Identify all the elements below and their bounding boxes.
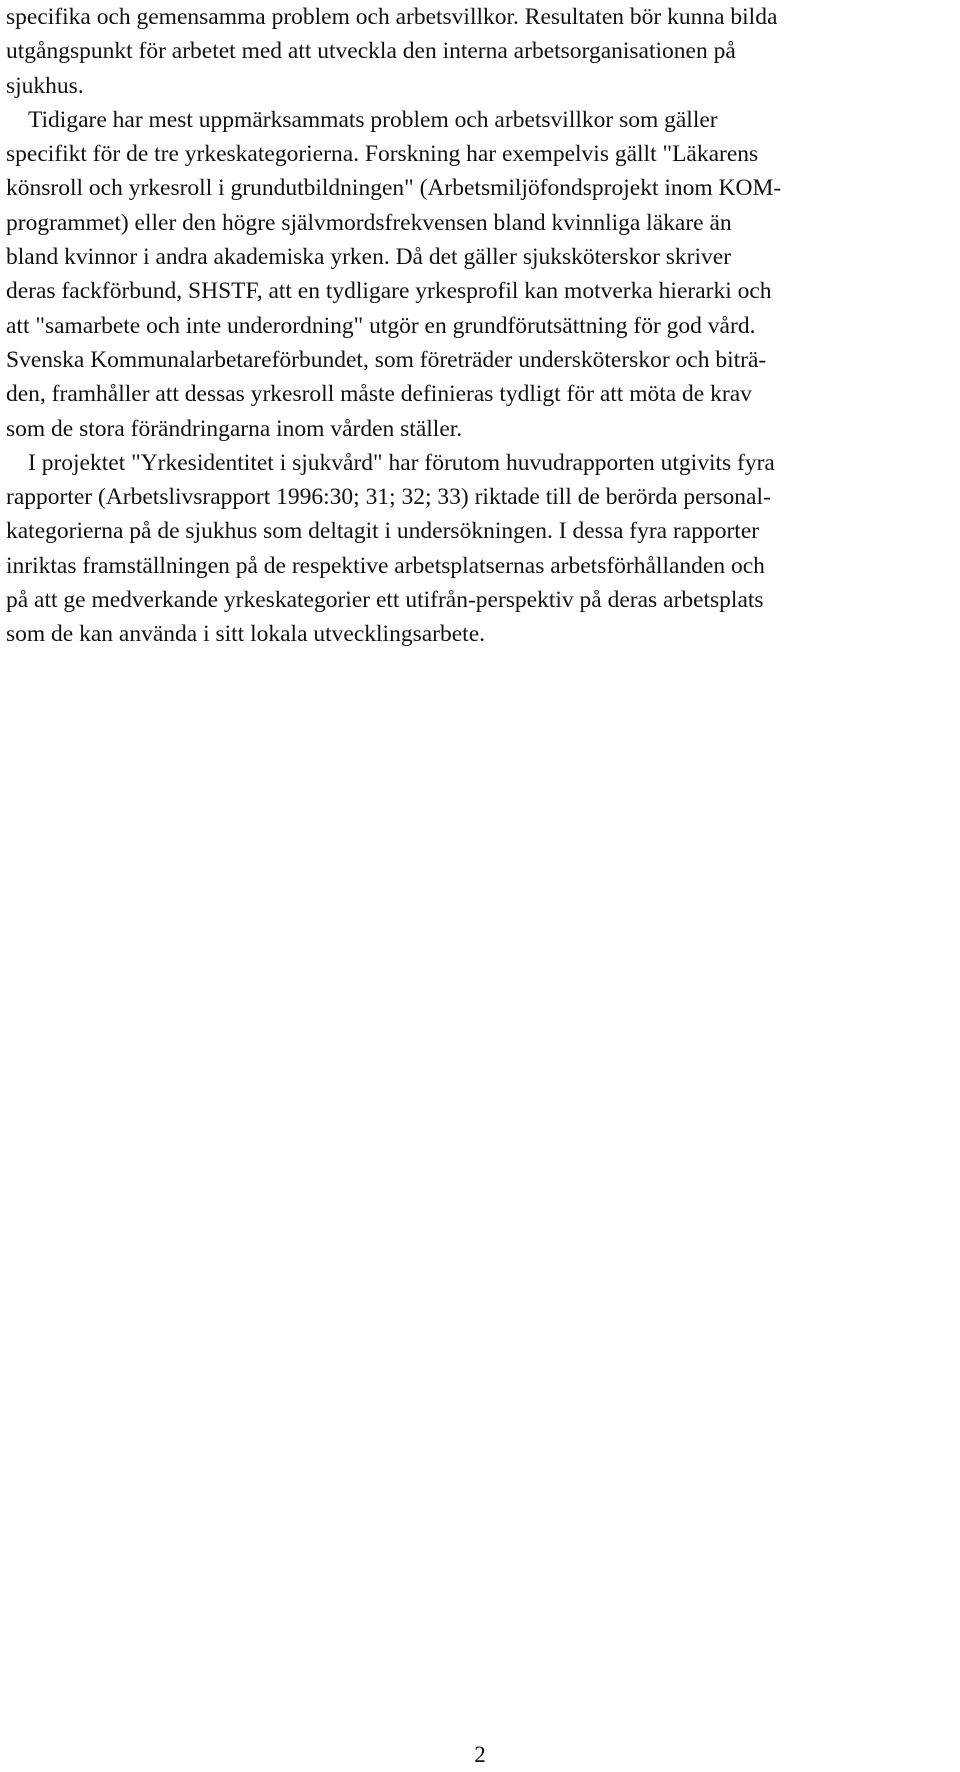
page-number: 2	[474, 1742, 486, 1767]
text-line: den, framhåller att dessas yrkesroll måste definieras tydligt för att möta de krav	[6, 381, 752, 408]
text-line: specifika och gemensamma problem och arbetsvillkor. Resultaten bör kunna bilda	[6, 4, 778, 30]
text-line: att "samarbete och inte underordning" utgör en grundförutsättning för god vård.	[6, 312, 756, 339]
text-line: kategorierna på de sjukhus som deltagit i undersökningen. I dessa fyra rapporter	[6, 518, 760, 545]
text-line: Tidigare har mest uppmärksammats problem och arbetsvillkor som gäller	[28, 106, 718, 133]
text-line: I projektet "Yrkesidentitet i sjukvård" har förutom huvudrapporten utgivits fyra	[28, 449, 775, 476]
text-line: deras fackförbund, SHSTF, att en tydligare yrkesprofil kan motverka hierarki och	[6, 278, 772, 305]
text-line: könsroll och yrkesroll i grundutbildningen" (Arbetsmiljöfondsprojekt inom KOM-	[6, 175, 782, 202]
text-line: utgångspunkt för arbetet med att utveckla den interna arbetsorganisationen på	[6, 38, 736, 65]
text-line: rapporter (Arbetslivsrapport 1996:30; 31; 32; 33) riktade till de berörda personal-	[6, 484, 771, 511]
text-line: som de kan använda i sitt lokala utvecklingsarbete.	[6, 621, 485, 648]
text-line: som de stora förändringarna inom vården ställer.	[6, 415, 463, 442]
text-line: på att ge medverkande yrkeskategorier ett utifrån-perspektiv på deras arbetsplats	[6, 587, 764, 614]
text-line: inriktas framställningen på de respektive arbetsplatsernas arbetsförhållanden och	[6, 552, 765, 579]
text-line: bland kvinnor i andra akademiska yrken. Då det gäller sjuksköterskor skriver	[6, 244, 732, 271]
text-line: sjukhus.	[6, 72, 84, 99]
text-line: Svenska Kommunalarbetareförbundet, som företräder undersköterskor och biträ-	[6, 346, 767, 373]
text-line: programmet) eller den högre självmordsfrekvensen bland kvinnliga läkare än	[6, 209, 732, 236]
text-line: specifikt för de tre yrkeskategorierna. Forskning har exempelvis gällt "Läkarens	[6, 141, 759, 168]
body-text	[6, 0, 951, 652]
